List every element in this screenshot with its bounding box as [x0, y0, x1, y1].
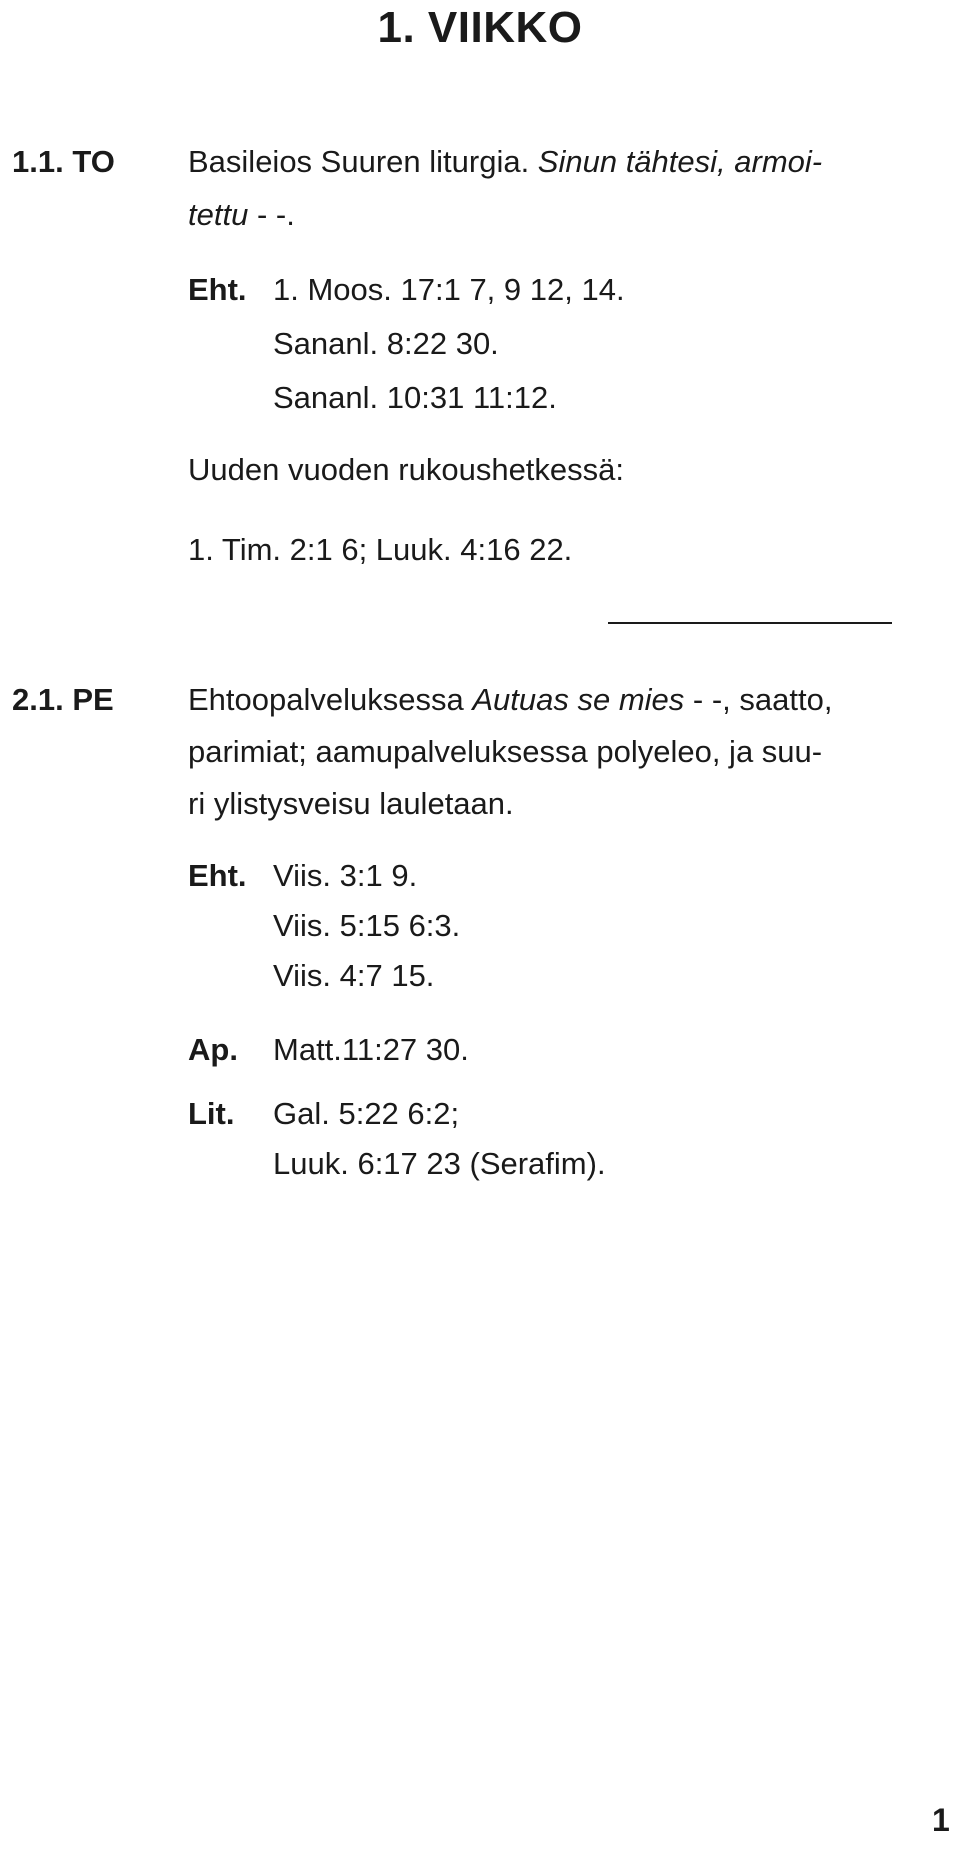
note-text: Uuden vuoden rukoushetkessä:	[188, 452, 625, 487]
note-reading: 1. Tim. 2:1 6; Luuk. 4:16 22.	[188, 532, 573, 567]
entry-date-1: 1.1. TO	[12, 144, 115, 179]
entry-intro-line-1: Basileios Suuren liturgia. Sinun tähtesi, armoi-	[188, 144, 823, 179]
reading: Viis. 4:7 15.	[273, 958, 435, 993]
lit-reading: Luuk. 6:17 23 (Serafim).	[273, 1146, 606, 1181]
entry-intro-line-1: Ehtoopalveluksessa Autuas se mies - -, saatto,	[188, 682, 833, 717]
lit-reading: Gal. 5:22 6:2;	[273, 1096, 460, 1131]
ap-reading: Matt.11:27 30.	[273, 1032, 469, 1067]
ap-label: Ap.	[188, 1032, 238, 1067]
eht-label: Eht.	[188, 272, 247, 307]
reading: Viis. 5:15 6:3.	[273, 908, 461, 943]
entry-intro-line-2: tettu - -.	[188, 197, 295, 232]
section-divider	[608, 622, 892, 624]
page-number: 1	[932, 1802, 950, 1838]
reading: 1. Moos. 17:1 7, 9 12, 14.	[273, 272, 625, 307]
reading: Sananl. 10:31 11:12.	[273, 380, 557, 415]
entry-intro-line-2: parimiat; aamupalveluksessa polyeleo, ja suu-	[188, 734, 823, 769]
eht-label: Eht.	[188, 858, 247, 893]
entry-intro-line-3: ri ylistysveisu lauletaan.	[188, 786, 514, 821]
lit-label: Lit.	[188, 1096, 235, 1131]
entry-date-2: 2.1. PE	[12, 682, 114, 717]
reading: Sananl. 8:22 30.	[273, 326, 499, 361]
page-title: 1. VIIKKO	[377, 3, 583, 52]
reading: Viis. 3:1 9.	[273, 858, 418, 893]
